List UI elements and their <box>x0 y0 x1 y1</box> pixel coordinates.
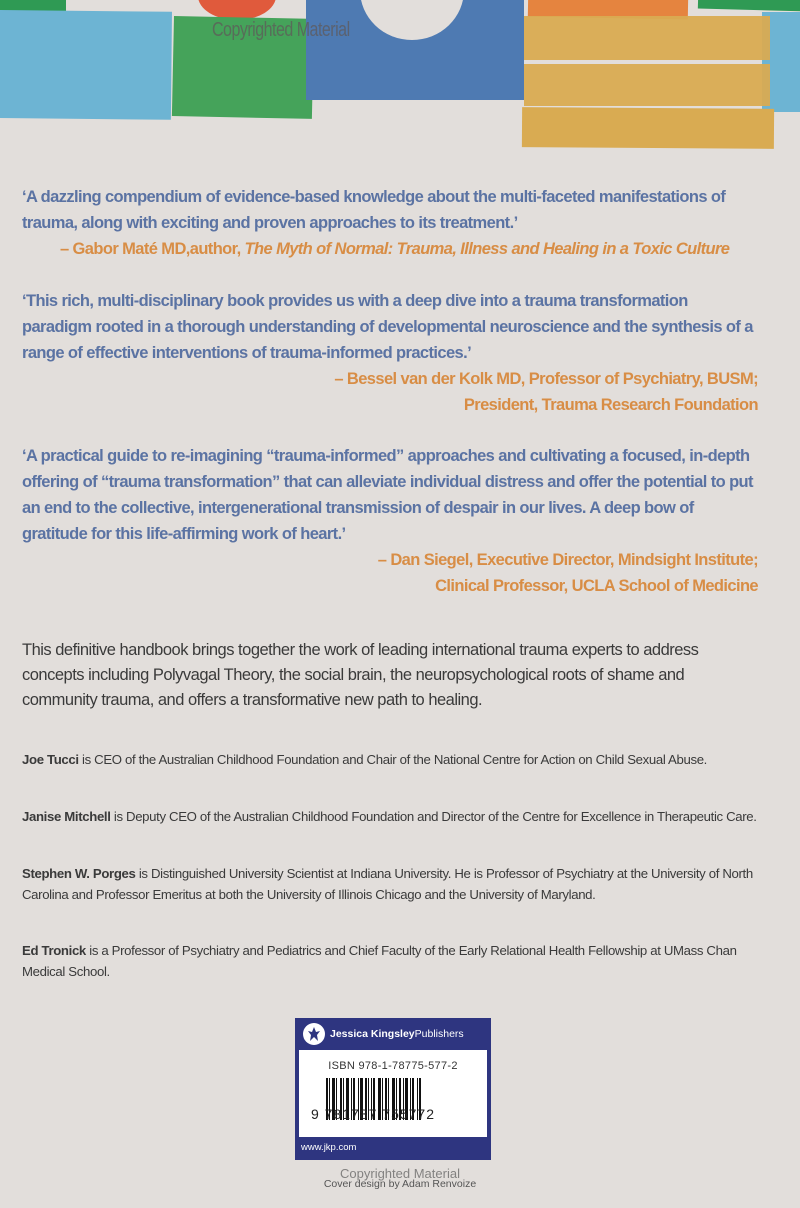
endorsement-quote-2 <box>22 288 758 418</box>
endorsement-quote-1 <box>22 184 758 262</box>
author-name: Ed Tronick <box>22 943 86 958</box>
author-bio-1 <box>22 749 762 770</box>
tree-logo-icon <box>303 1023 325 1045</box>
light-blue-block <box>0 10 172 120</box>
isbn-barcode-panel <box>299 1050 487 1137</box>
watermark-top: Copyrighted Material <box>212 19 350 41</box>
publisher-name-bold: Jessica Kingsley <box>330 1028 415 1040</box>
author-bio-4 <box>22 940 762 982</box>
publisher-header <box>295 1018 491 1050</box>
quote-attribution-line1: – Dan Siegel, Executive Director, Mindsight Institute; <box>377 551 758 569</box>
quote-attribution-line1: – Bessel van der Kolk MD, Professor of Psychiatry, BUSM; <box>334 370 758 388</box>
watermark-bottom: Copyrighted Material <box>340 1166 460 1181</box>
quote-text: ‘This rich, multi-disciplinary book provides us with a deep dive into a trauma transformation paradigm rooted in a thorough understanding of developmental neuroscience and the synthesis of a range of effective interventions of trauma-informed practices.’ <box>22 292 753 362</box>
publisher-name-light: Publishers <box>414 1028 464 1040</box>
quote-text: ‘A practical guide to re-imagining “trauma-informed” approaches and cultivating a focused, in-depth offering of “trauma transformation” that can alleviate individual distress and offer the potential to put an end to the collective, intergenerational transmission of despair in our lives. A deep bow of gratitude for this life-affirming work of heart.’ <box>22 447 753 543</box>
author-bio-text: is a Professor of Psychiatry and Pediatrics and Chief Faculty of the Early Relational Health Fellowship at UMass Chan Medical School. <box>22 943 737 979</box>
cover-artwork <box>0 0 800 160</box>
green-block-top-right <box>698 0 800 11</box>
quote-attribution-line2: President, Trauma Research Foundation <box>463 396 758 414</box>
author-bio-3 <box>22 863 762 905</box>
barcode-digits: 9 781787 755772 <box>311 1106 435 1122</box>
author-bio-2 <box>22 806 762 827</box>
quote-attribution <box>22 236 758 262</box>
book-description: This definitive handbook brings together the work of leading international trauma experts to address concepts including Polyvagal Theory, the social brain, the neuropsychological roots of shame and community trauma, and offers a transformative new path to healing. <box>22 641 699 709</box>
book-title: The Myth of Normal: Trauma, Illness and Healing in a Toxic Culture <box>244 240 730 258</box>
attribution-name: – Gabor Maté MD,author, <box>60 240 245 258</box>
author-bio-text: is CEO of the Australian Childhood Foundation and Chair of the National Centre for Action on Child Sexual Abuse. <box>78 752 707 767</box>
author-bio-text: is Deputy CEO of the Australian Childhood Foundation and Director of the Centre for Excellence in Therapeutic Care. <box>110 809 757 824</box>
author-name: Stephen W. Porges <box>22 866 136 881</box>
author-name: Janise Mitchell <box>22 809 111 824</box>
cover-design-credit: Cover design by Adam Renvoize <box>323 1178 477 1190</box>
mustard-block-2 <box>524 64 770 106</box>
author-name: Joe Tucci <box>22 752 79 767</box>
publisher-isbn-box <box>295 1018 491 1160</box>
mustard-block-1 <box>524 16 770 60</box>
isbn-number: ISBN 978-1-78775-577-2 <box>328 1060 458 1072</box>
publisher-url: www.jkp.com <box>301 1142 357 1153</box>
quote-text: ‘A dazzling compendium of evidence-based knowledge about the multi-faceted manifestations of trauma, along with exciting and proven approaches to its treatment.’ <box>22 188 726 232</box>
endorsement-quote-3 <box>22 443 758 599</box>
author-bio-text: is Distinguished University Scientist at Indiana University. He is Professor of Psychiatry at the University of North Carolina and Professor Emeritus at both the University of Illinois Chicago and the University of Maryland. <box>22 866 753 902</box>
mustard-block-3 <box>522 107 774 149</box>
quote-attribution-line2: Clinical Professor, UCLA School of Medicine <box>435 577 758 595</box>
